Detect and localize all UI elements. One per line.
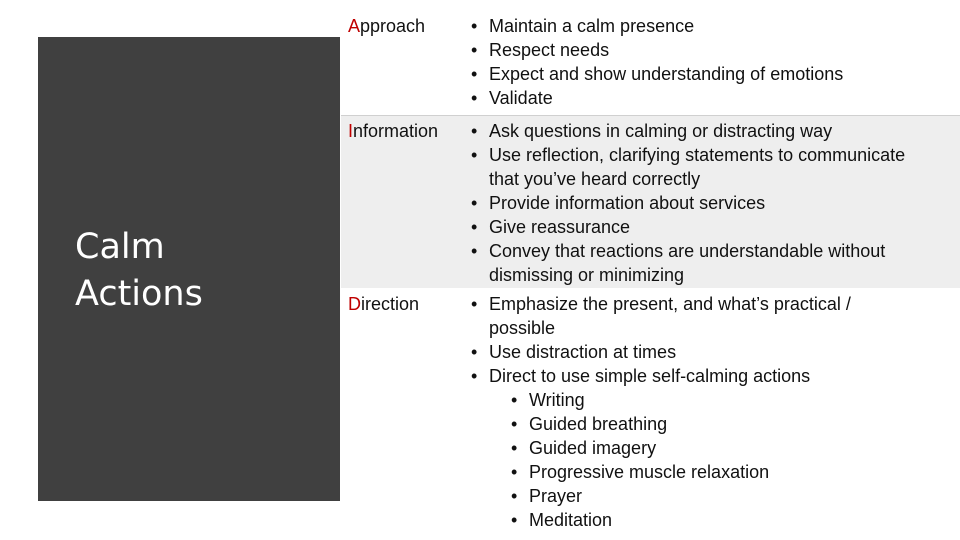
information-label: Information <box>348 121 439 141</box>
list-item: • Provide information about services <box>471 193 766 213</box>
sub-list-item: • Guided breathing <box>511 414 668 434</box>
sub-list-item: • Guided imagery <box>511 438 657 458</box>
list-item: • Use distraction at times <box>471 342 677 362</box>
approach-label: Approach <box>348 16 426 36</box>
information-list <box>469 119 905 287</box>
sub-list-item: • Writing <box>511 390 585 410</box>
list-item: • Give reassurance <box>471 217 631 237</box>
list-item-continuation: that you’ve heard correctly <box>489 169 701 189</box>
self-calming-sublist <box>469 388 851 532</box>
list-item: • Maintain a calm presence <box>471 16 695 36</box>
sub-list-item: • Meditation <box>511 510 613 530</box>
slide-title <box>75 224 203 318</box>
information-row <box>341 115 960 289</box>
list-item: • Emphasize the present, and what’s practical / <box>471 294 851 314</box>
list-item: • Direct to use simple self-calming actions <box>471 366 811 386</box>
list-item: • Use reflection, clarifying statements to communicate <box>471 145 906 165</box>
list-item: • Ask questions in calming or distracting way <box>471 121 833 141</box>
direction-list <box>469 292 851 532</box>
slide-title-line-1: Calm <box>75 227 165 267</box>
direction-label: Direction <box>348 294 420 314</box>
sub-list-item: • Prayer <box>511 486 583 506</box>
list-item-continuation: possible <box>489 318 556 338</box>
list-item-continuation: dismissing or minimizing <box>489 265 685 285</box>
approach-list <box>469 14 843 110</box>
list-item: • Expect and show understanding of emotions <box>471 64 844 84</box>
list-item: • Respect needs <box>471 40 610 60</box>
direction-row <box>341 288 960 540</box>
approach-row <box>341 0 960 114</box>
list-item: • Convey that reactions are understandable without <box>471 241 886 261</box>
sub-list-container <box>469 388 851 532</box>
sub-list-item: • Progressive muscle relaxation <box>511 462 770 482</box>
list-item: • Validate <box>471 88 553 108</box>
slide-title-line-2: Actions <box>75 274 203 314</box>
